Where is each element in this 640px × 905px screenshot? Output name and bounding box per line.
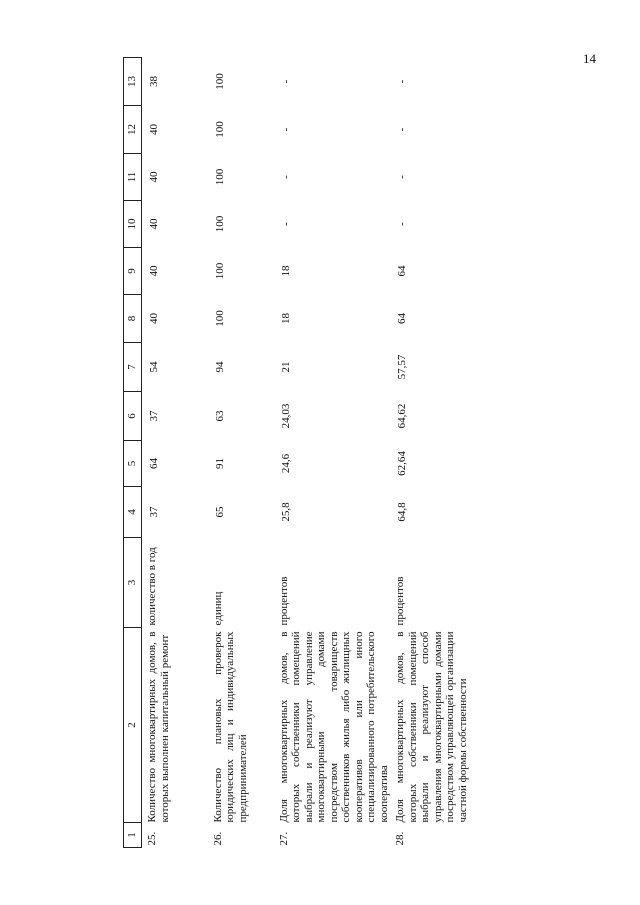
header-cell: 8: [124, 295, 142, 343]
header-cell: 2: [124, 628, 142, 823]
table-row: [142, 58, 208, 848]
value-cell: 64,8: [396, 502, 408, 522]
header-cell: 1: [124, 823, 142, 848]
value-cell: 40: [148, 313, 160, 324]
value-cell: 18: [279, 265, 292, 277]
value-cell: 100: [213, 73, 226, 90]
indicator-name: Доля многоквартирных домов, в которых собственники помещений выбрали и реализуют управление многоквартирными домами посредством товариществ собственников жилья либо жилищных кооперативов или иного специализированного потребительского кооператива: [277, 631, 390, 823]
table-row: [274, 58, 391, 848]
value-cell: 100: [213, 121, 226, 138]
unit-cell: процентов: [277, 576, 290, 626]
value-cell: -: [396, 175, 408, 179]
header-cell: 10: [124, 201, 142, 248]
value-cell: 64: [148, 458, 160, 469]
header-cell: 9: [124, 248, 142, 295]
indicator-name: Количество многоквартирных домов, в которых выполнен капитальный ремонт: [146, 631, 171, 823]
value-cell: 91: [213, 458, 226, 469]
value-cell: 40: [148, 124, 160, 135]
value-cell: -: [279, 222, 292, 226]
unit-cell: процентов: [394, 576, 406, 626]
value-cell: 24,6: [279, 453, 292, 474]
value-cell: 24,03: [279, 403, 292, 429]
indicators-table: [123, 57, 469, 848]
header-cell: 4: [124, 487, 142, 538]
value-cell: 18: [279, 313, 292, 324]
value-cell: 40: [148, 171, 160, 183]
unit-cell: единиц: [211, 591, 224, 626]
page-number: 14: [583, 51, 596, 66]
value-cell: 100: [213, 310, 226, 327]
rotated-table-container: [123, 58, 469, 848]
row-number: 25.: [146, 831, 158, 846]
table-row: [390, 58, 469, 848]
value-cell: -: [396, 127, 408, 132]
header-cell: 11: [124, 154, 142, 201]
value-cell: 62,64: [396, 451, 408, 476]
value-cell: -: [279, 175, 292, 179]
header-cell: 6: [124, 392, 142, 441]
value-cell: 37: [148, 506, 160, 518]
value-cell: 100: [213, 215, 226, 233]
table-row: [208, 58, 274, 848]
value-cell: 64,62: [396, 403, 408, 429]
value-cell: 37: [148, 410, 160, 422]
value-cell: 40: [148, 265, 160, 277]
indicator-name: Количество плановых проверок юридических лиц и индивидуальных предпринимателей: [211, 631, 249, 823]
row-number: 27.: [277, 831, 290, 846]
table-header-row: [124, 58, 142, 848]
row-number: 26.: [211, 831, 224, 846]
header-cell: 13: [124, 58, 142, 106]
value-cell: -: [279, 79, 292, 84]
value-cell: -: [396, 222, 408, 226]
unit-cell: количество в год: [146, 547, 158, 626]
value-cell: 25,8: [279, 502, 292, 522]
row-number: 28.: [394, 831, 406, 846]
header-cell: 7: [124, 343, 142, 392]
value-cell: -: [279, 127, 292, 132]
value-cell: 54: [148, 361, 160, 373]
header-cell: 5: [124, 441, 142, 487]
value-cell: 100: [213, 262, 226, 280]
value-cell: 40: [148, 218, 160, 230]
header-cell: 12: [124, 106, 142, 154]
value-cell: 100: [213, 168, 226, 186]
value-cell: 63: [213, 410, 226, 422]
value-cell: 57,57: [396, 354, 408, 380]
value-cell: -: [396, 79, 408, 84]
value-cell: 65: [213, 506, 226, 518]
value-cell: 38: [148, 76, 160, 87]
value-cell: 64: [396, 313, 408, 324]
header-cell: 3: [124, 538, 142, 628]
value-cell: 94: [213, 361, 226, 373]
indicator-name: Доля многоквартирных домов, в которых собственники помещений выбрали и реализуют способ управления многоквартирными домами посредством управляющей организации частной формы собственности: [394, 631, 469, 823]
value-cell: 64: [396, 265, 408, 277]
value-cell: 21: [279, 361, 292, 373]
